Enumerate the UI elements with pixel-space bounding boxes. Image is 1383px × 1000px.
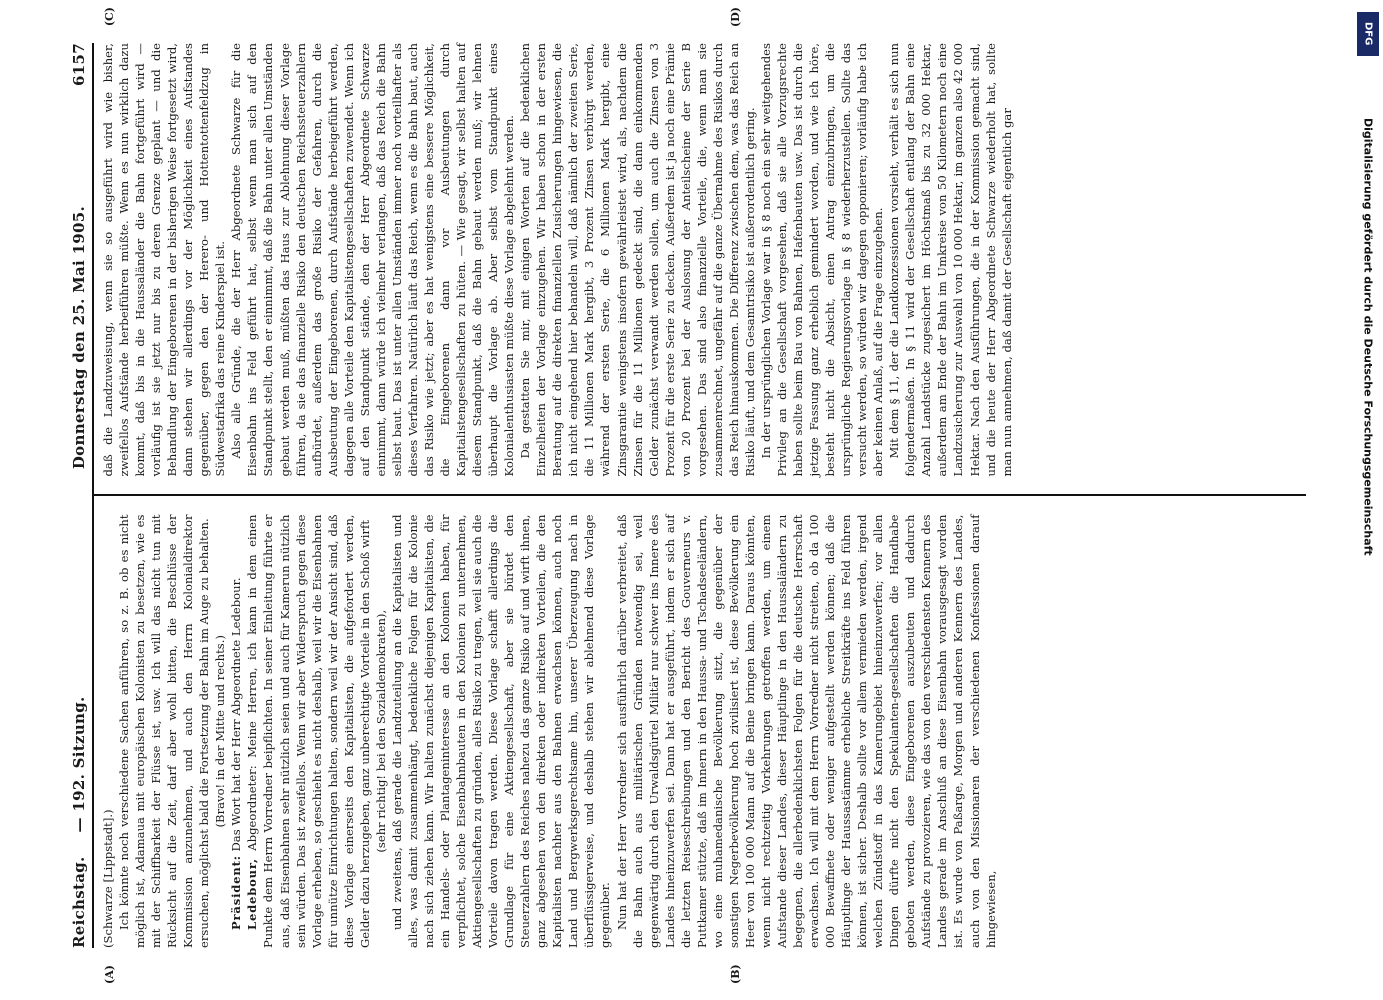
- paragraph: Abgeordneter: Meine Herren, ich kann in dem einen Punkte dem Herrn Vorredner beipflichten. In seiner Einleitung führte er aus, daß Eisenbahnen sehr nützlich seien und auch für Kamerun nützlich sein würden. Das ist zweifellos. Wenn wir aber Widerspruch gegen diese Vorlage erheben, so geschieht es nicht deshalb, weil wir die Eisenbahnen für unnütze Einrichtungen halten, sondern weil wir der Ansicht sind, daß diese Vorlage einerseits den Kapitalisten, die aufgefordert werden, Gelder dazu herzugeben, ganz unberechtigte Vorteile in den Schoß wirft: [245, 514, 372, 948]
- page-body: [58, 7, 1306, 984]
- left-column: [100, 514, 1306, 984]
- margin-marker-a: (A): [103, 965, 116, 984]
- paragraph: Da gestatten Sie mir, mit einigen Worten auf die bedenklichen Einzelheiten der Vorlage einzugehen. Wir haben schon in der ersten Beratung auf die direkten finanziellen Zusicherungen hingewiesen, die ich nicht eingehend hier behandeln will, daß nämlich der zweiten Serie, die 11 Millionen Mark hergibt, 3 Prozent Zinsen verbürgt werden, während der ersten Serie, die 6 Millionen Mark hergibt, eine Zinsgarantie wenigstens insofern gewährleistet wird, als, nachdem die Zinsen für die 11 Millionen gedeckt sind, die dann einkommenden Gelder zunächst verwandt werden sollen, um auch die Zinsen von 3 Prozent für die erste Serie zu decken. Außerdem ist ja noch eine Prämie von 20 Prozent bei der Auslosung der Anteilscheine der Serie B vorgesehen. Das sind also finanzielle Vorteile, die, wenn man sie zusammenrechnet, ungefähr auf die ganze Übernahme des Risikos durch das Reich hinauskommen. Die Differenz zwischen dem, was das Reich an Risiko läuft, und dem Gesamtrisiko ist außerordentlich gering.: [518, 43, 757, 477]
- interjection-note: (sehr richtig! bei den Sozialdemokraten),: [373, 609, 388, 853]
- margin-marker-d: (D): [729, 7, 742, 27]
- header-session: — 192. Sitzung.: [70, 696, 88, 833]
- right-column: [100, 7, 1306, 477]
- header-title: Reichstag.: [70, 856, 88, 948]
- dfg-logo: [1357, 12, 1379, 56]
- header-date: Donnerstag den 25. Mai 1905.: [70, 205, 88, 470]
- applause-note: (Bravo! in der Mitte und rechts.): [213, 635, 228, 828]
- paragraph: und zweitens, daß gerade die Landzuteilung an die Kapitalisten und alles, was damit zusammenhängt, bedenkliche Folgen für die Kolonie nach sich ziehen kann. Wir halten zunächst diejenigen Kapitalisten, die ein Handels- oder Plantageninteresse an den Kolonien haben, für verpflichtet, solche Eisenbahnbauten in den Kolonien zu unternehmen, Aktiengesellschaften zu gründen, alles Risiko zu tragen, weil sie auch die Vorteile davon tragen werden. Diese Vorlage schafft allerdings die Grundlage für eine Aktiengesellschaft, aber sie bürdet den Steuerzahlern des Reiches nahezu das ganze Risiko auf und wirft ihnen, ganz abgesehen von den direkten oder indirekten Vorteilen, die den Kapitalisten nachher aus den Bahnen erwachsen können, auch noch Land und Bergwerksgerechtsame hin, unserer Überzeugung nach in überflüssigerweise, und deshalb stehen wir ablehnend diese Vorlage gegenüber.: [389, 514, 613, 948]
- speaker-tag: (Schwarze [Lippstadt].): [101, 809, 115, 948]
- paragraph: In der ursprünglichen Vorlage war in § 8 noch ein sehr weitgehendes Privileg an die Gesellschaft vorgesehen, daß sie alle Vorzugsrechte haben sollte beim Bau von Bahnen, Hafenbauten usw. Das ist durch die jetzige Fassung ganz erheblich gemindert worden, und wie ich höre, besteht nicht die Absicht, einen Antrag einzubringen, um die ursprüngliche Regierungsvorlage in § 8 wiederherzustellen. Sollte das versucht werden, so würden wir dagegen opponieren; vorläufig habe ich aber keinen Anlaß, auf die Frage einzugehen.: [758, 43, 886, 477]
- digitization-note: Digitalisierung gefördert durch die Deutsche Forschungsgemeinschaft: [1361, 118, 1375, 556]
- paragraph: Mit dem § 11, der die Landkonzessionen vorsieht, verhält es sich nun folgendermaßen. In § 11 wird der Gesellschaft entlang der Bahn eine Anzahl Landstücke zugesichert im Höchstmaß bis zu 32 000 Hektar, außerdem am Ende der Bahn im Umkreise von 50 Kilometern noch eine Landzusicherung zur Auswahl von 10 000 Hektar, im ganzen also 42 000 Hektar. Nach den Ausführungen, die in der Kommission gemacht sind, und die heute der Herr Abgeordnete Schwarze wiederholt hat, sollte man nun annehmen, daß damit der Gesellschaft eigentlich gar: [887, 43, 1014, 477]
- paragraph: Das Wort hat der Herr Abgeordnete Ledebour.: [229, 577, 244, 852]
- page-number: 6157: [70, 43, 88, 86]
- margin-marker-c: (C): [103, 7, 116, 27]
- text-columns: [100, 7, 1306, 984]
- margin-marker-b: (B): [729, 964, 742, 984]
- page-header: [58, 43, 88, 948]
- paragraph: Ich könnte noch verschiedene Sachen anführen, so z. B. ob es nicht möglich ist, Adamaua mit europäischen Kolonisten zu besetzen, wie es mit der Schiffbarkeit der Flüsse ist, usw. Ich will das nicht tun mit Rücksicht auf die Zeit, darf aber wohl bitten, die Beschlüsse der Kommission anzunehmen, und auch den Herrn Kolonialdirektor ersuchen, möglichst bald die Fortsetzung der Bahn im Auge zu behalten.: [117, 514, 212, 948]
- logo-text: DFG: [1362, 22, 1374, 46]
- paragraph: daß die Landzuweisung, wenn sie so ausgeführt wird wie bisher, zweifellos Aufstände herbeiführen müßte. Wenn es nun wirklich dazu kommt, daß bis in die Haussaländer die Bahn fortgeführt wird — vorläufig ist sie jetzt nur bis zu deren Grenze geplant — und die Behandlung der Eingeborenen in der bisherigen Weise fortgesetzt wird, dann stehen wir allerdings vor der Möglichkeit eines Aufstandes gegenüber, gegen den der Herero- und Hottentottenfeldzug in Südwestafrika das reine Kinderspiel ist.: [101, 43, 228, 477]
- paragraph: Nun hat der Herr Vorredner sich ausführlich darüber verbreitet, daß die Bahn auch aus militärischen Gründen notwendig sei, weil gegenwärtig durch den Urwaldsgürtel Militär nur schwer ins Innere des Landes hineinzuwerfen sei. Dann hat er ausgeführt, indem er sich auf die letzten Reiseschreibungen und den Bericht des Gouverneurs v. Puttkamer stützte, daß im Innern in den Haussa- und Tschadseeländern, wo eine muhamedanische Bevölkerung sitzt, die gegenüber der sonstigen Negerbevölkerung hoch zivilisiert ist, diese Bevölkerung ein Heer von 100 000 Mann auf die Beine bringen kann. Daraus könnten, wenn nicht rechtzeitig Vorkehrungen getroffen werden, um einem Aufstande dieser Landes, dieser Häuptlinge in den Haussaländern zu begegnen, die allerbedenklichsten Folgen für die deutsche Herrschaft erwachsen. Ich will mit dem Herrn Vorredner nicht streiten, ob da 100 000 Bewaffnete oder weniger aufgestellt werden können; daß die Häuptlinge der Haussastämme erhebliche Streitkräfte ins Feld führen können, ist sicher. Deshalb sollte vor allem vermieden werden, irgend welchen Zündstoff in das Kamerungebiet hineinzuwerfen; vor allen Dingen dürfte nicht den Spekulanten-gesellschaften die Handhabe geboten werden, diese Eingeborenen auszubeuten und dadurch Aufstände zu provozieren, wie das von den verschiedensten Kennern des Landes gerade im Anschluß an diese Eisenbahn vorausgesagt worden ist. Es wurde von Paßarge, Morgen und anderen Kennern des Landes, auch von den Missionaren der verschiedenen Konfessionen darauf hingewiesen,: [614, 514, 998, 948]
- column-divider: [92, 495, 1306, 497]
- speaker-name: Präsident:: [229, 855, 244, 930]
- paragraph: Also alle Gründe, die der Herr Abgeordnete Schwarze für die Eisenbahn ins Feld geführt hat, selbst wenn man sich auf den Standpunkt stellt, den er einnimmt, daß die Bahn unter allen Umständen gebaut werden muß, müßten das Haus zur Ablehnung dieser Vorlage führen, da sie das finanzielle Risiko den deutschen Reichssteuerzahlern aufbürdet, außerdem das große Risiko der Gefahren, durch die Ausbeutung der Eingeborenen, durch Aufstände herbeigeführt werden, dagegen alle Vorteile den Kapitalistengesellschaften zuwendet. Wenn ich auf den Standpunkt stände, den der Herr Abgeordnete Schwarze einnimmt, dann würde ich vielmehr verlangen, daß das Reich die Bahn selbst baut. Das ist unter allen Umständen immer noch vorteilhafter als dieses Verfahren. Natürlich läuft das Reich, wenn es die Bahn baut, auch das Risiko wie jetzt; aber es hat wenigstens eine bessere Möglichkeit, die Eingeborenen dann vor Ausbeutungen durch Kapitalistengesellschaften zu hüten. — Wie gesagt, wir selbst halten auf diesem Standpunkt, daß die Bahn gebaut werden muß; wir lehnen überhaupt die Vorlage ab. Aber selbst vom Standpunkt eines Kolonialenthusiasten müßte diese Vorlage abgelehnt werden.: [229, 43, 517, 477]
- speaker-name: Ledebour,: [245, 858, 260, 930]
